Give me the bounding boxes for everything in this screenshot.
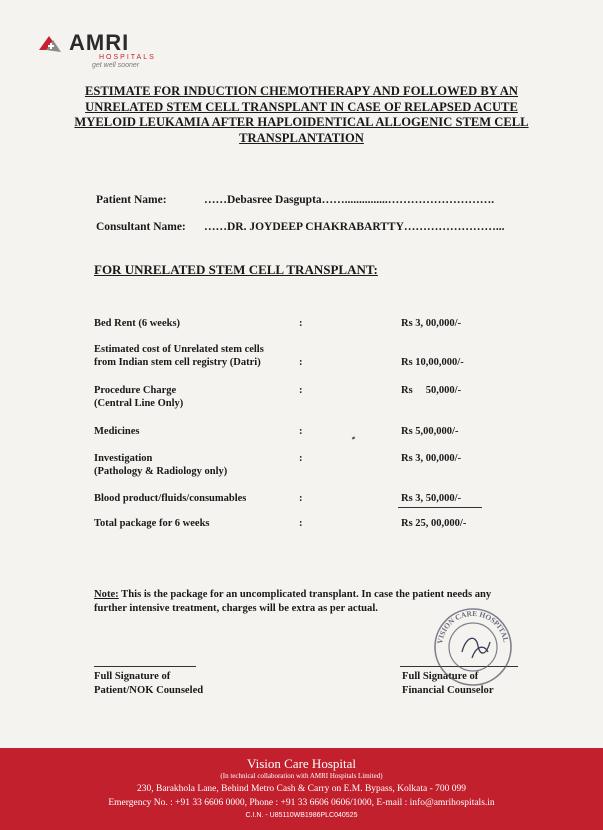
cost-colon: : (299, 385, 303, 396)
cost-amount: Rs 3, 00,000/- (401, 453, 462, 464)
cost-item: Total package for 6 weeks (94, 518, 210, 529)
amri-logo-icon (37, 32, 65, 56)
cost-item: Investigation (Pathology & Radiology only) (94, 453, 228, 477)
section-heading: FOR UNRELATED STEM CELL TRANSPLANT: (94, 262, 378, 277)
paper-speck (352, 436, 356, 439)
subtotal-rule (398, 507, 482, 508)
logo-brand: AMRI (69, 30, 130, 55)
note-label: Note: (94, 589, 119, 600)
cost-colon: : (299, 357, 303, 368)
note-text: This is the package for an uncomplicated transplant. In case the patient needs any further intensive treatment, charges will be extra as per actual. (94, 589, 492, 614)
document-title: ESTIMATE FOR INDUCTION CHEMOTHERAPY AND FOLLOWED BY AN UNRELATED STEM CELL TRANSPLANT IN CASE OF RELAPSED ACUTE MYELOID LEUKAMIA AFTER HAPLOIDENTICAL ALLOGENIC STEM CELL TRANSPLANTATION (74, 84, 529, 145)
cost-amount: Rs 25, 00,000/- (401, 518, 467, 529)
cost-amount: Rs 10,00,000/- (401, 357, 464, 368)
cost-colon: : (299, 453, 303, 464)
cost-item: Medicines (94, 426, 140, 437)
patient-name-value: ……Debasree Dasgupta……...............………………………. (204, 194, 495, 206)
signature-left: Full Signature of Patient/NOK Counseled (94, 671, 204, 696)
cost-amount: Rs 3, 50,000/- (401, 493, 462, 504)
logo-sub: HOSPITALS (99, 54, 156, 61)
cost-item: Blood product/fluids/consumables (94, 493, 247, 504)
svg-text:VISION CARE HOSPITAL: VISION CARE HOSPITAL (435, 608, 511, 645)
cost-item: Estimated cost of Unrelated stem cells from Indian stem cell registry (Datri) (94, 344, 264, 368)
patient-name-field (96, 194, 494, 206)
amri-logo (37, 30, 156, 80)
cost-item: Bed Rent (6 weeks) (94, 318, 181, 329)
cost-amount: Rs 5,00,000/- (401, 426, 459, 437)
consultant-name-field (96, 221, 505, 233)
footer-band (0, 748, 603, 830)
cost-colon: : (299, 318, 303, 329)
cost-amount: Rs 3, 00,000/- (401, 318, 462, 329)
footer-collab: (In technical collaboration with AMRI Hospitals Limited) (220, 772, 383, 780)
cost-amount: Rs 50,000/- (401, 385, 462, 396)
footer-contact: Emergency No. : +91 33 6606 0000, Phone : +91 33 6606 0606/1000, E-mail : info@amrihospitals.in (108, 798, 495, 808)
cost-colon: : (299, 493, 303, 504)
cost-colon: : (299, 518, 303, 529)
footer-cin: C.I.N. - U85110WB1986PLC040525 (245, 812, 358, 819)
logo-tagline: get well sooner (92, 62, 140, 69)
signature-line-left (94, 666, 196, 667)
consultant-name-label: Consultant Name: (96, 221, 186, 233)
cost-colon: : (299, 426, 303, 437)
cost-item: Procedure Charge (Central Line Only) (94, 385, 184, 409)
footer-hospital-name: Vision Care Hospital (247, 756, 356, 771)
patient-name-label: Patient Name: (96, 194, 167, 206)
hospital-stamp-icon (432, 606, 514, 688)
footer-address: 230, Barakhola Lane, Behind Metro Cash & Carry on E.M. Bypass, Kolkata - 700 099 (136, 784, 466, 794)
signature-right: Full Signature of Financial Counselor (402, 671, 494, 696)
consultant-name-value: ……DR. JOYDEEP CHAKRABARTTY……………………... (204, 221, 505, 233)
